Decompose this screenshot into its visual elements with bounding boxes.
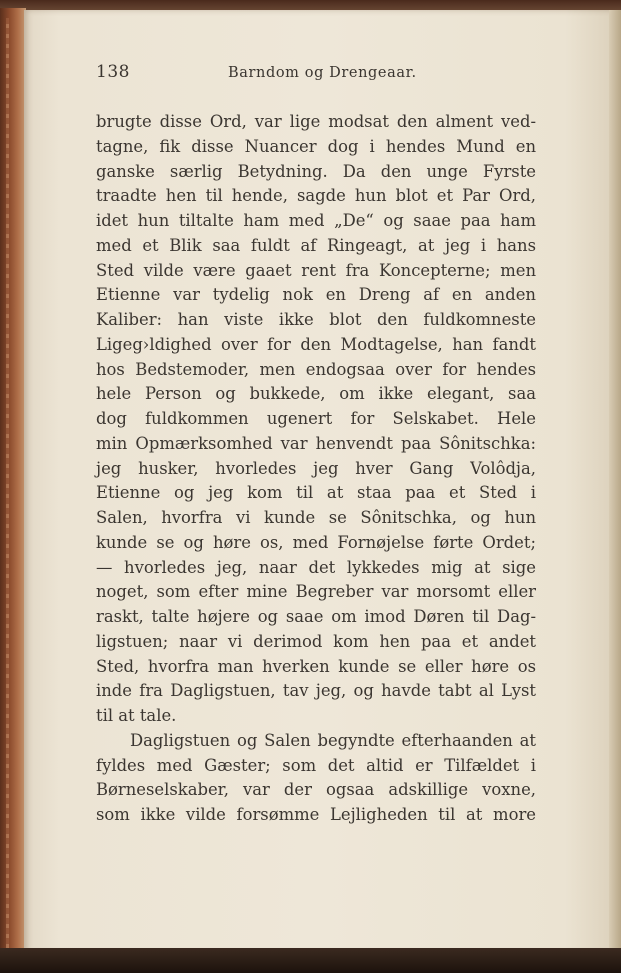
text-line: jeg husker, hvorledes jeg hver Gang Volôdja, [96, 458, 536, 478]
text-line: tagne, fik disse Nuancer dog i hendes Mund en [96, 136, 536, 156]
text-line: kunde se og høre os, med Fornøjelse førte Ordet; [96, 532, 536, 552]
text-line: raskt, talte højere og saae om imod Døren til Dag- [96, 607, 536, 626]
running-title: Barndom og Drengeaar. [228, 65, 417, 81]
text-line: Sted, hvorfra man hverken kunde se eller høre os [96, 656, 536, 676]
page-edge [609, 10, 621, 950]
text-line: som ikke vilde forsømme Lejligheden til at more [96, 805, 536, 824]
text-line: ganske særlig Betydning. Da den unge Fyrste [96, 161, 536, 181]
text-line: — hvorledes jeg, naar det lykkedes mig at sige [96, 557, 536, 577]
book-spine [0, 8, 26, 958]
spine-texture [6, 18, 9, 948]
text-line: inde fra Dagligstuen, tav jeg, og havde tabt al Lyst [96, 681, 536, 701]
page-header [96, 62, 566, 90]
text-line: hele Person og bukkede, om ikke elegant, saa [96, 384, 536, 404]
text-line: med et Blik saa fuldt af Ringeagt, at jeg i hans [96, 235, 536, 255]
text-line: Salen, hvorfra vi kunde se Sônitschka, og hun [96, 508, 536, 527]
book-bottom-edge [0, 948, 621, 973]
page-number: 138 [96, 62, 130, 82]
text-line: Sted vilde være gaaet rent fra Koncepterne; men [96, 260, 536, 280]
text-line: Ligeg›ldighed over for den Modtagelse, han fandt [96, 334, 536, 354]
text-line: traadte hen til hende, sagde hun blot et Par Ord, [96, 186, 536, 206]
text-line: dog fuldkommen ugenert for Selskabet. Hele [96, 409, 536, 428]
text-line: ligstuen; naar vi derimod kom hen paa et andet [96, 631, 536, 651]
text-line: hos Bedstemoder, men endogsaa over for hendes [96, 359, 536, 379]
text-line: Etienne og jeg kom til at staa paa et Sted i [96, 483, 536, 503]
paragraph-end-line: til at tale. [96, 706, 177, 725]
text-line: min Opmærksomhed var henvendt paa Sônitschka: [96, 433, 536, 453]
text-line: Børneselskaber, var der ogsaa adskillige voxne, [96, 780, 536, 800]
text-line: fyldes med Gæster; som det altid er Tilfældet i [96, 755, 536, 775]
text-line: Kaliber: han viste ikke blot den fuldkomneste [96, 310, 536, 329]
paragraph-start-line: Dagligstuen og Salen begyndte efterhaanden at [130, 730, 536, 750]
text-line: noget, som efter mine Begreber var morsomt eller [96, 582, 536, 602]
text-line: brugte disse Ord, var lige modsat den alment ved- [96, 112, 536, 131]
text-line: idet hun tiltalte ham med „De“ og saae paa ham [96, 211, 536, 230]
body-text [96, 110, 536, 828]
text-line: Etienne var tydelig nok en Dreng af en anden [96, 285, 536, 305]
